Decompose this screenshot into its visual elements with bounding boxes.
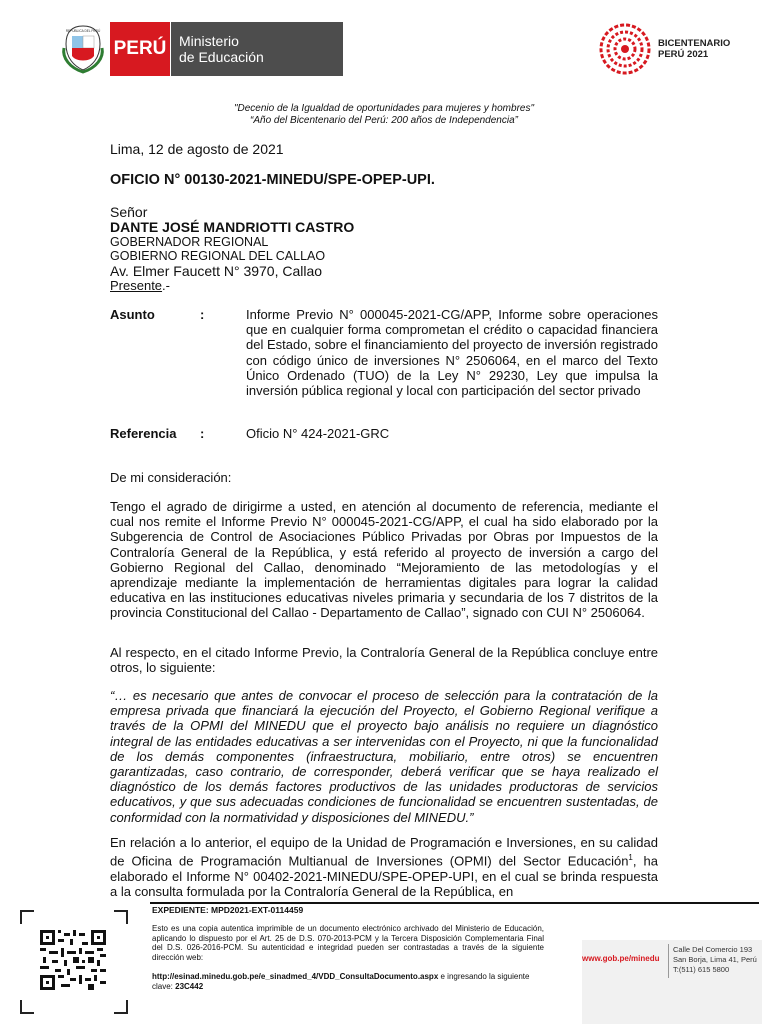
verification-text: e ingresando la siguiente clave:	[152, 972, 530, 991]
ministry-line1: Ministerio	[179, 33, 239, 49]
paragraph-1: Tengo el agrado de dirigirme a usted, en atención al documento de referencia, mediante el cual nos remite el Informe Previo N° 000045-2021-CG/APP, el cual ha sido elaborado por la Subgerencia de Control de Asociaciones Público Privadas por Obras por Impuestos de la Contraloría General de la República, y está referido al proyecto de inversión a cargo del Gobierno Regional del Callao, denominado “Mejoramiento de las metodologías y el aprendizaje mediante la implementación de herramientas digitales para lograr la calidad educativa en las instituciones educativas niveles primaria y secundaria de los 7 distritos de la provincia Constitucional del Callao - Departamento de Callao”, signado con CUI N° 2506064.	[110, 499, 658, 621]
salutation: Señor	[110, 204, 148, 220]
bicentenario-logo-icon	[598, 22, 652, 76]
referencia-label: Referencia	[110, 426, 177, 441]
bicentenario-line2: PERÚ 2021	[658, 49, 709, 60]
footer-divider	[150, 902, 759, 904]
paragraph-3-part-a: En relación a lo anterior, el equipo de la Unidad de Programación e Inversiones, en su calidad de Oficina de Programación Multianual de Inversiones (OPMI) del Sector Educación	[110, 835, 658, 869]
recipient-organization: GOBIERNO REGIONAL DEL CALLAO	[110, 249, 326, 263]
motto-line2: “Año del Bicentenario del Perú: 200 años de Independencia”	[250, 115, 518, 126]
verification-url[interactable]: http://esinad.minedu.gob.pe/e_sinadmed_4/VDD_ConsultaDocumento.aspx	[152, 972, 439, 981]
phone-line: T:(511) 615 5800	[673, 965, 730, 974]
paragraph-3-part-b: , ha elaborado el Informe N° 00402-2021-MINEDU/SPE-OPEP-UPI, en el cual se brinda respuesta a la consulta formulada por la Contraloría General de la República, en	[110, 853, 658, 899]
presente-word: Presente	[110, 278, 163, 293]
verification-info	[152, 972, 544, 991]
address-line2: San Borja, Lima 41, Perú	[673, 955, 757, 964]
paragraph-2: Al respecto, en el citado Informe Previo, la Contraloría General de la República concluye entre otros, lo siguiente:	[110, 645, 658, 676]
footnote-marker: 1	[628, 853, 633, 863]
presente-suffix: .-	[162, 278, 170, 293]
contact-separator	[668, 944, 669, 978]
asunto-colon: :	[200, 307, 205, 322]
minedu-website-link[interactable]: www.gob.pe/minedu	[582, 954, 660, 963]
bicentenario-text	[658, 38, 730, 60]
recipient-title: GOBERNADOR REGIONAL	[110, 235, 269, 249]
qr-frame-corner	[114, 910, 128, 924]
motto-line1: "Decenio de la Igualdad de oportunidades para mujeres y hombres"	[233, 103, 535, 114]
contact-address	[673, 945, 757, 975]
recipient-name: DANTE JOSÉ MANDRIOTTI CASTRO	[110, 219, 355, 235]
referencia-text: Oficio N° 424-2021-GRC	[246, 426, 390, 441]
legal-notice: Esto es una copia autentica imprimible de un documento electrónico archivado del Ministerio de Educación, aplicando lo dispuesto por el Art. 25 de D.S. 070-2013-PCM y la Tercera Disposición Complementaria Final del D.S. 026-2016-PCM. Su autenticidad e integridad pueden ser contrastadas a través de la siguiente dirección web:	[152, 924, 544, 962]
asunto-label: Asunto	[110, 307, 155, 322]
peru-label: PERÚ	[113, 38, 167, 59]
greeting: De mi consideración:	[110, 470, 232, 485]
address-line1: Calle Del Comercio 193	[673, 945, 753, 954]
qr-code-icon	[40, 930, 106, 990]
referencia-colon: :	[200, 426, 205, 441]
expediente-number: EXPEDIENTE: MPD2021-EXT-0114459	[152, 905, 304, 915]
escudo-text: REPÚBLICA DEL PERÚ	[65, 29, 101, 33]
presente-line	[110, 278, 170, 293]
peru-coat-of-arms-icon	[60, 22, 106, 74]
oficio-number: OFICIO N° 00130-2021-MINEDU/SPE-OPEP-UPI.	[110, 172, 435, 188]
recipient-address: Av. Elmer Faucett N° 3970, Callao	[110, 263, 323, 279]
quote-paragraph: “… es necesario que antes de convocar el proceso de selección para la contratación de la empresa privada que financiará la ejecución del Proyecto, el Gobierno Regional verifique a través de la OPMI del MINEDU que el proyecto bajo análisis no requiere un diagnóstico integral de las entidades educativas a ser intervenidas con el Proyecto, ni que la funcionalidad de los demás componentes (infraestructura, mobiliario, entre otros) se encuentren garantizadas, caso contrario, de corresponder, deberá verificar que se haya realizado el diagnóstico de los demás factores productivos de las unidades productoras de servicios educativos, y que sus adecuadas condiciones de funcionalidad se encuentren sustentadas, de conformidad con la normatividad y disposiciones del MINEDU.”	[110, 688, 658, 825]
bicentenario-line1: BICENTENARIO	[658, 38, 731, 49]
place-date: Lima, 12 de agosto de 2021	[110, 141, 284, 157]
ministry-brand-block	[171, 22, 343, 76]
qr-frame-corner	[20, 1000, 34, 1014]
qr-frame-corner	[114, 1000, 128, 1014]
qr-frame-corner	[20, 910, 34, 924]
peru-brand-block	[110, 22, 170, 76]
asunto-text: Informe Previo N° 000045-2021-CG/APP, Informe sobre operaciones que en cualquier forma comprometan el crédito o capacidad financiera del Estado, sobre el financiamiento del proyecto de inversión registrado con código único de inversiones N° 2506064, en el marco del Texto Único Ordenado (TUO) de la Ley N° 29230, Ley que impulsa la inversión pública regional y local con participación del sector privado	[246, 307, 658, 399]
ministry-line2: de Educación	[179, 49, 264, 65]
paragraph-3	[110, 835, 658, 899]
verification-key: 23C442	[175, 981, 204, 991]
